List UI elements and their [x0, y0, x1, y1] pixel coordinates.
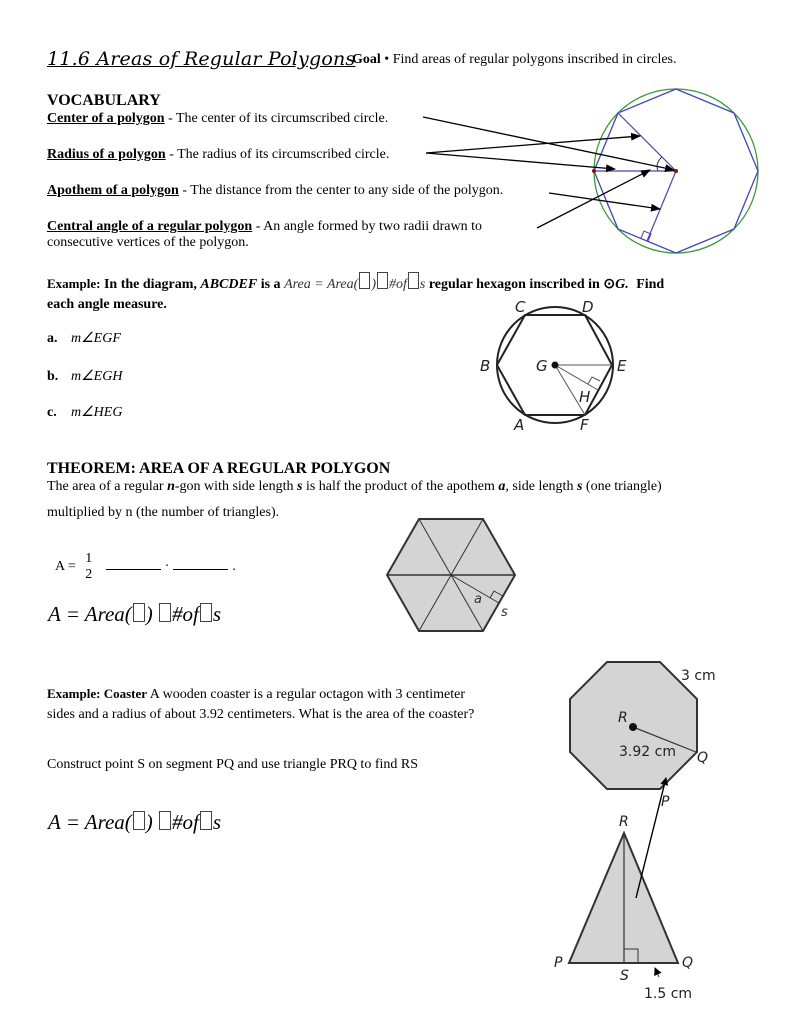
area-formula-garbled [48, 602, 221, 627]
missing-glyph-box [133, 603, 145, 622]
example1-is-a: is a [260, 277, 281, 292]
garbled-part: ) [145, 602, 153, 626]
vocab-definition-continued: consecutive vertices of the polygon. [47, 235, 249, 250]
garbled-part: #of [388, 277, 407, 292]
vocab-term: Radius of a polygon [47, 147, 166, 162]
fraction-numerator: 1 [85, 551, 93, 566]
label-half-side: 1.5 cm [644, 986, 693, 1002]
example1-rest: regular hexagon inscribed in [428, 277, 600, 292]
garbled-part: s [419, 277, 426, 292]
example2-line2: sides and a radius of about 3.92 centimeters. What is the area of the coaster? [47, 707, 475, 722]
garbled-part: ) [145, 810, 153, 834]
label-P-octagon: P [661, 794, 670, 810]
answer-blank[interactable] [173, 569, 228, 570]
text-part: -gon with side length [174, 479, 297, 494]
label-R-octagon: R [618, 710, 628, 726]
label-B: B [480, 357, 491, 375]
goal-label: Goal [352, 52, 381, 67]
label-side-length: 3 cm [681, 668, 716, 684]
label-C: C [515, 298, 526, 316]
question-label: b. [47, 369, 59, 384]
label-G: G [536, 357, 548, 375]
answer-blank[interactable] [106, 569, 161, 570]
missing-glyph-box [159, 603, 171, 622]
garbled-part: A = Area( [48, 602, 132, 626]
example1-find: Find [636, 277, 665, 292]
example1-lead: In the diagram, [103, 277, 197, 292]
question-a [47, 330, 121, 347]
text-part: The area of a regular [47, 479, 168, 494]
garbled-formula [284, 277, 425, 292]
label-R-triangle: R [619, 814, 629, 830]
garbled-part: s [212, 810, 222, 834]
shaded-hexagon-diagram [380, 510, 530, 640]
area-formula-garbled-2 [48, 810, 221, 835]
vocab-term: Center of a polygon [47, 111, 165, 126]
example2-prefix: Example: Coaster [47, 686, 148, 701]
var-s: s [576, 479, 583, 494]
label-side-s: s [501, 605, 508, 620]
circle-name: G. [615, 277, 629, 292]
missing-glyph-box [408, 272, 419, 289]
vocab-term: Central angle of a regular polygon [47, 219, 253, 234]
vocab-definition: - The distance from the center to any side of the polygon. [178, 183, 504, 198]
octagon-vocabulary-diagram [0, 0, 791, 270]
missing-glyph-box [133, 811, 145, 830]
missing-glyph-box [200, 603, 212, 622]
vocab-definition: - An angle formed by two radii drawn to [252, 219, 482, 234]
var-s: s [297, 479, 303, 494]
circle-symbol: ⊙ [603, 277, 616, 292]
theorem-line2: multiplied by n (the number of triangles). [47, 505, 280, 520]
label-Q-octagon: Q [697, 750, 709, 766]
construct-instruction: Construct point S on segment PQ and use triangle PRQ to find RS [47, 757, 418, 772]
page-title: 11.6 Areas of Regular Polygons [47, 48, 356, 70]
goal-text: Find areas of regular polygons inscribed in circles. [392, 52, 677, 67]
label-D: D [582, 298, 594, 316]
formula-lhs: A = [55, 559, 76, 574]
theorem-heading: THEOREM: AREA OF A REGULAR POLYGON [47, 460, 391, 477]
label-P-triangle: P [554, 955, 563, 971]
label-Q-triangle: Q [682, 955, 694, 971]
coaster-diagram [540, 650, 740, 1010]
vocab-definition: - The radius of its circumscribed circle. [165, 147, 390, 162]
text-part: is half the product of the apothem [302, 479, 499, 494]
label-S-triangle: S [620, 968, 629, 984]
label-radius: 3.92 cm [619, 744, 676, 760]
question-c [47, 404, 122, 421]
garbled-part: A = Area( [48, 810, 132, 834]
missing-glyph-box [159, 811, 171, 830]
label-E: E [617, 357, 627, 375]
vocab-definition: - The center of its circumscribed circle. [164, 111, 389, 126]
missing-glyph-box [377, 272, 388, 289]
fraction-one-half [85, 551, 92, 583]
fraction-denominator: 2 [85, 567, 93, 582]
question-expr: m∠EGH [71, 369, 123, 384]
garbled-part: #of [172, 810, 199, 834]
example2-prompt [47, 684, 474, 725]
example1-prefix: Example: [47, 276, 101, 291]
example1-line2: each angle measure. [47, 297, 167, 312]
goal-bullet: • [384, 52, 390, 67]
polygon-name: ABCDEF [200, 277, 258, 292]
var-a: a [498, 479, 506, 494]
question-expr: m∠HEG [71, 405, 123, 420]
label-apothem-a: a [474, 592, 482, 607]
example2-line1: A wooden coaster is a regular octagon with 3 centimeter [149, 687, 466, 702]
missing-glyph-box [200, 811, 212, 830]
var-n: n [167, 479, 175, 494]
label-A: A [514, 416, 525, 434]
hexagon-circle-diagram [470, 290, 640, 440]
half-formula [55, 551, 236, 583]
question-label: a. [47, 331, 58, 346]
question-b [47, 368, 122, 385]
period: . [232, 559, 236, 575]
question-expr: m∠EGF [71, 331, 121, 346]
missing-glyph-box [359, 272, 370, 289]
label-H: H [579, 388, 591, 406]
question-label: c. [47, 405, 57, 420]
vocab-term: Apothem of a polygon [47, 183, 179, 198]
garbled-part: ) [371, 277, 376, 292]
garbled-part: Area = Area( [284, 277, 359, 292]
vocabulary-heading: VOCABULARY [47, 92, 161, 109]
garbled-part: s [212, 602, 222, 626]
theorem-line1 [47, 479, 662, 495]
garbled-part: #of [172, 602, 199, 626]
text-part: (one triangle) [582, 479, 662, 494]
text-part: , side length [505, 479, 577, 494]
label-F: F [580, 416, 589, 434]
multiply-dot: · [164, 559, 170, 575]
